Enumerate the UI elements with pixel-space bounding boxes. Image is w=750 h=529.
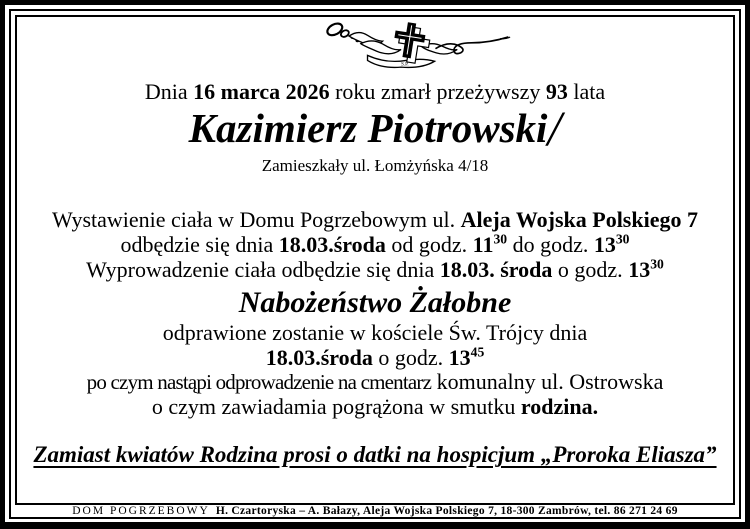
obituary-content-box: [15, 15, 735, 505]
death-date: 16 marca 2026: [193, 79, 330, 104]
time-minutes-superscript: 30: [615, 231, 630, 247]
cemetery-line: [17, 370, 733, 394]
viewing-date: 18.03.środa: [278, 232, 386, 257]
funeral-home-name: DOM POGRZEBOWY: [72, 505, 210, 517]
family-pre: o czym zawiadamia pogrążona w smutku: [151, 394, 521, 419]
header-ornament: [17, 21, 733, 73]
procession-date: 18.03. środa: [439, 257, 553, 282]
procession-line: [17, 257, 733, 282]
time-hours: 13: [593, 232, 616, 257]
cross-rosary-icon: [306, 21, 528, 73]
service-time: [449, 345, 485, 370]
procession-pre: Wyprowadzenie ciała odbędzie się dnia: [86, 257, 440, 282]
sp-inscription: S.P.: [401, 62, 409, 68]
viewing-end-time: [594, 232, 630, 257]
deceased-name-text: Kazimierz Piotrowski: [188, 105, 548, 151]
cemetery-rest-text: komunalny ul. Ostrowska: [431, 369, 664, 394]
viewing-l2-mid1: od godz.: [385, 232, 473, 257]
service-line-1: odprawione zostanie w kościele Św. Trójcy dnia: [162, 320, 588, 345]
spacer: [17, 419, 733, 441]
viewing-start-time: [473, 232, 507, 257]
service-line-2: [17, 345, 733, 370]
name-slash-mark: /: [547, 100, 562, 156]
time-minutes-superscript: 30: [493, 231, 508, 247]
viewing-l1-text: Wystawienie ciała w Domu Pogrzebowym ul.: [52, 207, 461, 232]
time-hours: 11: [472, 232, 494, 257]
service-date: 18.03.środa: [265, 345, 373, 370]
funeral-home-details: H. Czartoryska – A. Bałazy, Aleja Wojska Polskiego 7, 18-300 Zambrów, tel. 86 271 24 69: [215, 505, 678, 517]
viewing-line-1: [17, 207, 733, 232]
procession-mid: o godz.: [552, 257, 629, 282]
date-mid: roku zmarł przeżywszy: [329, 79, 546, 104]
viewing-line-2: [17, 232, 733, 257]
viewing-address: Aleja Wojska Polskiego 7: [460, 207, 698, 232]
death-date-line: [17, 79, 733, 105]
family-word: rodzina.: [520, 394, 599, 419]
residence-line: Zamieszkały ul. Łomżyńska 4/18: [261, 156, 489, 175]
time-minutes-superscript: 30: [650, 256, 664, 272]
date-prefix: Dnia: [144, 79, 194, 104]
age-value: 93: [545, 79, 568, 104]
procession-time: [628, 257, 664, 282]
deceased-name: [17, 100, 733, 156]
viewing-l2-pre: odbędzie się dnia: [120, 232, 279, 257]
donation-request-line: Zamiast kwiatów Rodzina prosi o datki na hospicjum „Proroka Eliasza”: [33, 442, 717, 467]
time-hours: 13: [628, 257, 651, 282]
service-mid: o godz.: [372, 345, 449, 370]
cemetery-narrow-text: po czym nastąpi odprowadzenie na cmentarz: [86, 370, 432, 394]
date-suffix: lata: [567, 79, 606, 104]
time-minutes-superscript: 45: [470, 344, 485, 360]
service-title: Nabożeństwo Żałobne: [238, 286, 512, 319]
viewing-l2-mid2: do godz.: [507, 232, 594, 257]
spacer: [17, 177, 733, 207]
funeral-home-footer: [12, 505, 738, 519]
time-hours: 13: [448, 345, 471, 370]
family-line: [17, 394, 733, 419]
